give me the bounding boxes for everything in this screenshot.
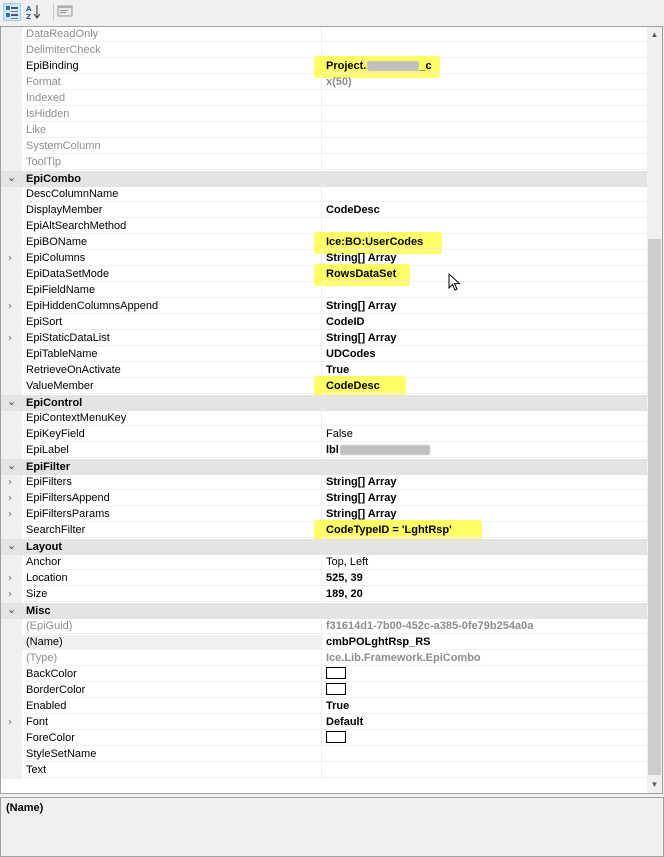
property-name[interactable]: EpiKeyField (22, 427, 321, 442)
property-name[interactable]: (Type) (22, 651, 321, 666)
property-name[interactable]: DataReadOnly (22, 27, 321, 42)
property-name[interactable]: Format (22, 75, 321, 90)
category-epicontrol[interactable] (1, 395, 647, 411)
property-value[interactable]: True (322, 363, 647, 378)
collapse-icon[interactable]: ⌄ (7, 603, 17, 616)
svg-text:Z: Z (26, 13, 32, 21)
property-name[interactable]: EpiTableName (22, 347, 321, 362)
categorized-button[interactable] (3, 3, 21, 21)
row-gutter (1, 523, 22, 539)
property-row-epilabel[interactable] (1, 443, 647, 459)
property-value[interactable]: UDCodes (322, 347, 647, 362)
category-gutter (1, 171, 22, 187)
row-gutter (1, 235, 22, 251)
row-gutter (1, 443, 22, 459)
row-gutter (1, 491, 22, 507)
property-value[interactable] (322, 123, 647, 138)
property-name[interactable]: Indexed (22, 91, 321, 106)
property-value[interactable]: String[] Array (322, 331, 647, 346)
row-gutter (1, 123, 22, 139)
property-row-size[interactable] (1, 587, 647, 603)
property-name[interactable]: EpiAltSearchMethod (22, 219, 321, 234)
property-name[interactable]: BackColor (22, 667, 321, 682)
property-row-epifiltersappend[interactable] (1, 491, 647, 507)
category-gutter (1, 459, 22, 475)
row-gutter (1, 619, 22, 635)
property-row-epistaticdatalist[interactable] (1, 331, 647, 347)
vertical-scrollbar[interactable] (647, 27, 662, 793)
category-gutter (1, 395, 22, 411)
property-name[interactable]: ToolTip (22, 155, 321, 170)
property-name[interactable]: EpiLabel (22, 443, 321, 458)
collapse-icon[interactable]: ⌄ (7, 539, 17, 552)
property-row-enabled[interactable] (1, 699, 647, 715)
color-swatch (326, 731, 346, 743)
property-row-like[interactable] (1, 123, 647, 139)
property-row-epitablename[interactable] (1, 347, 647, 363)
property-name[interactable]: EpiFieldName (22, 283, 321, 298)
row-gutter (1, 507, 22, 523)
property-name[interactable]: DescColumnName (22, 187, 321, 202)
property-name[interactable]: ForeColor (22, 731, 321, 746)
property-pages-icon (57, 3, 73, 19)
property-value[interactable]: CodeDesc (322, 379, 647, 394)
property-row-forecolor[interactable] (1, 731, 647, 747)
property-name[interactable]: Enabled (22, 699, 321, 714)
property-value[interactable] (322, 283, 647, 298)
property-grid (0, 26, 663, 794)
property-name[interactable]: Font (22, 715, 321, 730)
svg-text:A: A (26, 5, 32, 13)
property-row-epifilters[interactable] (1, 475, 647, 491)
property-value[interactable]: Ice:BO:UserCodes (322, 235, 647, 250)
property-name[interactable]: ValueMember (22, 379, 321, 394)
row-gutter (1, 267, 22, 283)
property-value[interactable]: Default (322, 715, 647, 730)
property-value[interactable]: String[] Array (322, 475, 647, 490)
description-title: (Name) (6, 802, 44, 814)
property-name[interactable]: (Name) (22, 635, 321, 650)
property-name[interactable]: RetrieveOnActivate (22, 363, 321, 378)
row-gutter (1, 731, 22, 747)
property-name[interactable]: EpiFiltersParams (22, 507, 321, 522)
property-name[interactable]: Text (22, 763, 321, 778)
color-swatch (326, 683, 346, 695)
property-row-anchor[interactable] (1, 555, 647, 571)
row-gutter (1, 27, 22, 43)
property-row-ishidden[interactable] (1, 107, 647, 123)
expand-icon[interactable]: › (8, 573, 12, 584)
category-gutter (1, 539, 22, 555)
property-row-valuemember[interactable] (1, 379, 647, 395)
row-gutter (1, 651, 22, 667)
alphabetical-button[interactable] (25, 3, 43, 21)
property-name[interactable]: EpiFiltersAppend (22, 491, 321, 506)
property-value[interactable]: CodeTypeID = 'LghtRsp' (322, 523, 647, 538)
row-gutter (1, 91, 22, 107)
property-row-systemcolumn[interactable] (1, 139, 647, 155)
property-row-backcolor[interactable] (1, 667, 647, 683)
mouse-cursor-icon (448, 273, 462, 293)
property-row-datareadonly[interactable] (1, 27, 647, 43)
category-epicombo[interactable] (1, 171, 647, 187)
property-row-epidatasetmode[interactable] (1, 267, 647, 283)
property-name[interactable]: EpiStaticDataList (22, 331, 321, 346)
property-row-episort[interactable] (1, 315, 647, 331)
property-row-format[interactable] (1, 75, 647, 91)
row-gutter (1, 363, 22, 379)
category-epifilter[interactable] (1, 459, 647, 475)
property-value[interactable]: 189, 20 (322, 587, 647, 602)
property-grid-toolbar (0, 0, 664, 27)
property-value[interactable]: RowsDataSet (322, 267, 647, 282)
category-layout[interactable] (1, 539, 647, 555)
property-value[interactable]: False (322, 427, 647, 442)
property-value[interactable] (322, 91, 647, 106)
property-value[interactable]: String[] Array (322, 491, 647, 506)
value-text: lbl (326, 444, 339, 456)
row-gutter (1, 379, 22, 395)
property-row-displaymember[interactable] (1, 203, 647, 219)
property-value[interactable]: String[] Array (322, 299, 647, 314)
expand-icon[interactable]: › (8, 301, 12, 312)
property-name[interactable]: SystemColumn (22, 139, 321, 154)
property-value[interactable] (322, 139, 647, 154)
property-name[interactable]: IsHidden (22, 107, 321, 122)
property-row-epicontextmenukey[interactable] (1, 411, 647, 427)
property-name[interactable]: EpiBOName (22, 235, 321, 250)
property-value[interactable]: f31614d1-7b00-452c-a385-0fe79b254a0a (322, 619, 647, 634)
property-value[interactable] (322, 683, 647, 698)
row-gutter (1, 763, 22, 779)
scroll-up-icon[interactable]: ▲ (650, 30, 659, 39)
expand-icon[interactable]: › (8, 493, 12, 504)
row-gutter (1, 155, 22, 171)
expand-icon[interactable]: › (8, 717, 12, 728)
property-value[interactable]: True (322, 699, 647, 714)
category-label: EpiCombo (26, 173, 81, 185)
property-name[interactable]: (EpiGuid) (22, 619, 321, 634)
collapse-icon[interactable]: ⌄ (7, 459, 17, 472)
categorized-icon (4, 4, 20, 20)
property-name[interactable]: DisplayMember (22, 203, 321, 218)
row-gutter (1, 203, 22, 219)
property-value[interactable]: x(50) (322, 75, 647, 90)
property-row-searchfilter[interactable] (1, 523, 647, 539)
property-name[interactable]: Anchor (22, 555, 321, 570)
property-value[interactable] (322, 731, 647, 746)
property-name[interactable]: EpiFilters (22, 475, 321, 490)
row-gutter (1, 283, 22, 299)
row-gutter (1, 587, 22, 603)
property-row-desccolumnname[interactable] (1, 187, 647, 203)
property-value[interactable] (322, 187, 647, 202)
property-name[interactable]: BorderColor (22, 683, 321, 698)
row-gutter (1, 139, 22, 155)
value-tail-text: _c (419, 60, 432, 72)
property-name[interactable]: EpiColumns (22, 251, 321, 266)
row-gutter (1, 555, 22, 571)
category-label: EpiControl (26, 397, 83, 409)
property-name[interactable]: DelimiterCheck (22, 43, 321, 58)
row-gutter (1, 635, 22, 651)
property-row-name[interactable] (1, 635, 647, 651)
property-row-epibinding[interactable] (1, 59, 647, 75)
row-gutter (1, 347, 22, 363)
property-name[interactable]: EpiBinding (22, 59, 321, 74)
category-label: Layout (26, 541, 63, 553)
property-row-epiboname[interactable] (1, 235, 647, 251)
property-value[interactable] (322, 411, 647, 426)
property-value[interactable] (322, 107, 647, 122)
row-gutter (1, 187, 22, 203)
property-rows (1, 27, 647, 779)
property-name[interactable]: Size (22, 587, 321, 602)
property-name[interactable]: EpiSort (22, 315, 321, 330)
row-gutter (1, 571, 22, 587)
row-gutter (1, 43, 22, 59)
category-label: Misc (26, 605, 51, 617)
property-row-epihiddencolumnsappend[interactable] (1, 299, 647, 315)
collapse-icon[interactable]: ⌄ (7, 395, 17, 408)
property-row-epiguid[interactable] (1, 619, 647, 635)
property-value[interactable] (322, 443, 647, 458)
property-value[interactable] (322, 155, 647, 170)
category-misc[interactable] (1, 603, 647, 619)
expand-icon[interactable]: › (8, 333, 12, 344)
collapse-icon[interactable]: ⌄ (7, 171, 17, 184)
expand-icon[interactable]: › (8, 589, 12, 600)
redacted-text-blur (367, 61, 419, 71)
property-value[interactable]: 525, 39 (322, 571, 647, 586)
row-gutter (1, 219, 22, 235)
row-gutter (1, 747, 22, 763)
property-value[interactable]: CodeDesc (322, 203, 647, 218)
expand-icon[interactable]: › (8, 253, 12, 264)
property-value[interactable] (322, 667, 647, 682)
row-gutter (1, 315, 22, 331)
row-gutter (1, 251, 22, 267)
property-value[interactable] (322, 59, 647, 74)
property-row-type[interactable] (1, 651, 647, 667)
property-value[interactable] (322, 27, 647, 42)
property-value[interactable]: cmbPOLghtRsp_RS (322, 635, 647, 650)
property-row-tooltip[interactable] (1, 155, 647, 171)
property-row-epikeyfield[interactable] (1, 427, 647, 443)
property-row-bordercolor[interactable] (1, 683, 647, 699)
row-gutter (1, 683, 22, 699)
row-gutter (1, 699, 22, 715)
property-row-text[interactable] (1, 763, 647, 779)
property-value[interactable]: Top, Left (322, 555, 647, 570)
property-name[interactable]: EpiContextMenuKey (22, 411, 321, 426)
row-gutter (1, 715, 22, 731)
property-value[interactable]: CodeID (322, 315, 647, 330)
category-gutter (1, 603, 22, 619)
alphabetical-sort-icon (25, 3, 43, 21)
property-name[interactable]: Location (22, 571, 321, 586)
expand-icon[interactable]: › (8, 509, 12, 520)
category-label: EpiFilter (26, 461, 71, 473)
row-gutter (1, 107, 22, 123)
property-row-indexed[interactable] (1, 91, 647, 107)
row-gutter (1, 331, 22, 347)
property-row-epifieldname[interactable] (1, 283, 647, 299)
property-pages-button[interactable] (57, 3, 75, 21)
property-name[interactable]: EpiDataSetMode (22, 267, 321, 282)
row-gutter (1, 59, 22, 75)
row-gutter (1, 475, 22, 491)
property-value[interactable] (322, 763, 647, 778)
row-gutter (1, 75, 22, 91)
toolbar-separator (53, 4, 54, 20)
color-swatch (326, 667, 346, 679)
row-gutter (1, 427, 22, 443)
property-name[interactable]: SearchFilter (22, 523, 321, 538)
description-pane (0, 797, 664, 857)
property-value[interactable] (322, 747, 647, 762)
property-row-stylesetname[interactable] (1, 747, 647, 763)
scroll-thumb[interactable] (648, 239, 661, 775)
redacted-text-blur (340, 445, 430, 455)
property-row-location[interactable] (1, 571, 647, 587)
row-gutter (1, 411, 22, 427)
property-value[interactable]: Ice.Lib.Framework.EpiCombo (322, 651, 647, 666)
scroll-down-icon[interactable]: ▼ (650, 780, 659, 789)
row-gutter (1, 667, 22, 683)
property-value[interactable]: String[] Array (322, 507, 647, 522)
property-name[interactable]: StyleSetName (22, 747, 321, 762)
property-value[interactable]: String[] Array (322, 251, 647, 266)
property-name[interactable]: Like (22, 123, 321, 138)
property-row-font[interactable] (1, 715, 647, 731)
expand-icon[interactable]: › (8, 477, 12, 488)
row-gutter (1, 299, 22, 315)
value-text: Project. (326, 60, 367, 72)
property-name[interactable]: EpiHiddenColumnsAppend (22, 299, 321, 314)
